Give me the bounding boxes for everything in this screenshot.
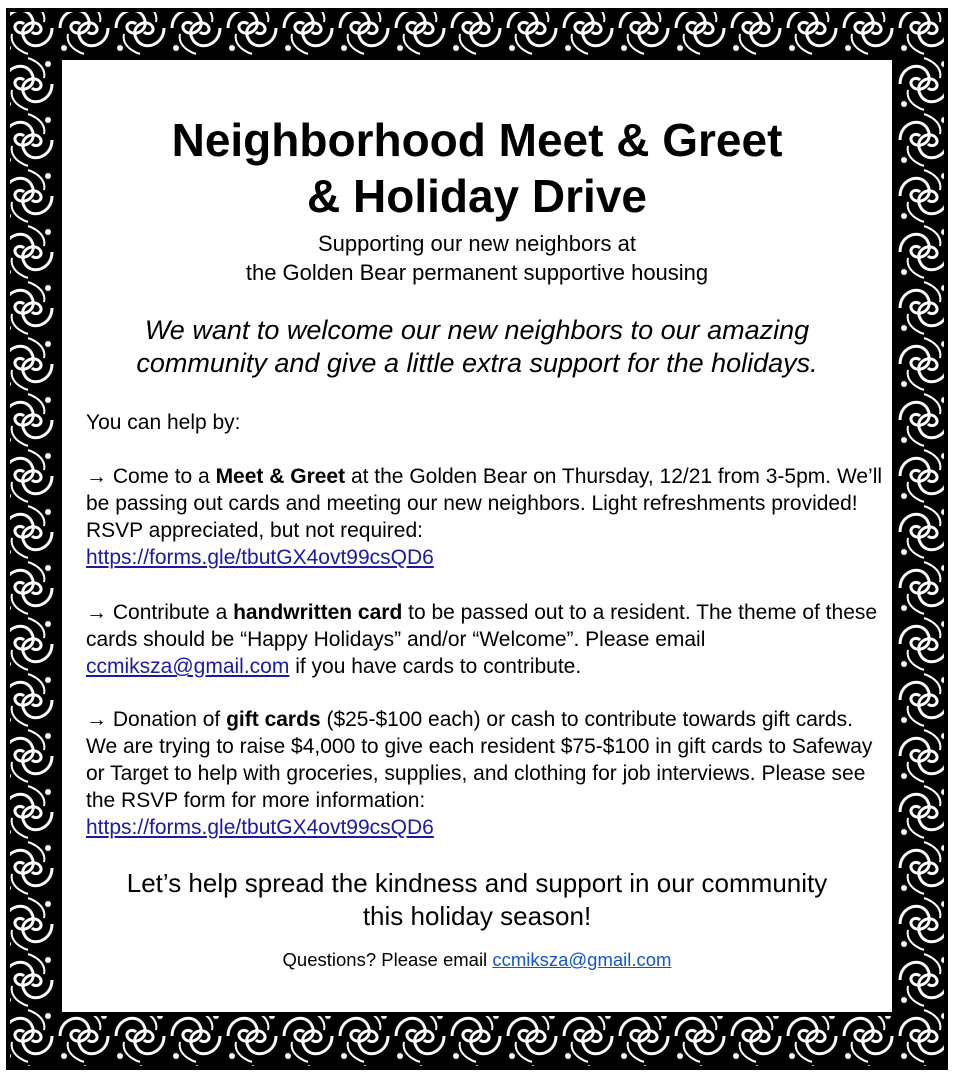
page-title	[64, 112, 890, 224]
item-text: at the Golden Bear on Thursday, 12/21 from 3-5pm. We’ll be passing out cards and meeting our new neighbors. Light refreshments provided! RSVP appreciated, but not required:	[86, 465, 883, 542]
subtitle-line-2: the Golden Bear permanent supportive housing	[245, 260, 709, 285]
closing-line-1: Let’s help spread the kindness and support in our community	[126, 868, 828, 898]
flyer-content	[64, 62, 890, 1010]
title-line-1: Neighborhood Meet & Greet	[171, 114, 783, 166]
rsvp-link[interactable]: https://forms.gle/tbutGX4ovt99csQD6	[86, 546, 434, 569]
item-text: to be passed out to a resident. The theme of these cards should be “Happy Holidays” and/or “Welcome”. Please email	[86, 601, 878, 651]
questions-line	[64, 948, 890, 972]
questions-email-link[interactable]: ccmiksza@gmail.com	[492, 949, 672, 970]
title-line-2: & Holiday Drive	[307, 170, 647, 222]
subtitle-line-1: Supporting our new neighbors at	[318, 231, 636, 256]
arrow-icon: →	[86, 708, 107, 731]
item-bold: Meet & Greet	[215, 465, 346, 488]
item-text: ($25-$100 each) or cash to contribute towards gift cards. We are trying to raise $4,000 to give each resident $75-$100 in gift cards to Safeway or Target to help with groceries, supplies, and clothing for job interviews. Please see the RSVP form for more information:	[86, 708, 873, 812]
rsvp-link-2[interactable]: https://forms.gle/tbutGX4ovt99csQD6	[86, 816, 434, 839]
help-by-label: You can help by:	[86, 411, 241, 434]
intro-line-2: community and give a little extra support for the holidays.	[136, 348, 818, 378]
item-text: Come to a	[112, 465, 216, 488]
item-text: Contribute a	[112, 601, 234, 624]
item-text: Donation of	[112, 708, 227, 731]
item-bold: gift cards	[226, 708, 321, 731]
item-text: if you have cards to contribute.	[289, 655, 582, 678]
subtitle	[64, 229, 890, 287]
gift-card-item	[86, 706, 886, 841]
intro-line-1: We want to welcome our new neighbors to our amazing	[144, 315, 810, 345]
item-bold: handwritten card	[233, 601, 403, 624]
questions-text: Questions? Please email	[282, 949, 493, 970]
closing-text	[64, 867, 890, 933]
arrow-icon: →	[86, 465, 107, 488]
intro-text	[64, 314, 890, 380]
handwritten-card-item	[86, 599, 886, 680]
arrow-icon: →	[86, 601, 107, 624]
meet-greet-item	[86, 463, 886, 571]
closing-line-2: this holiday season!	[362, 901, 592, 931]
email-link[interactable]: ccmiksza@gmail.com	[86, 655, 290, 678]
